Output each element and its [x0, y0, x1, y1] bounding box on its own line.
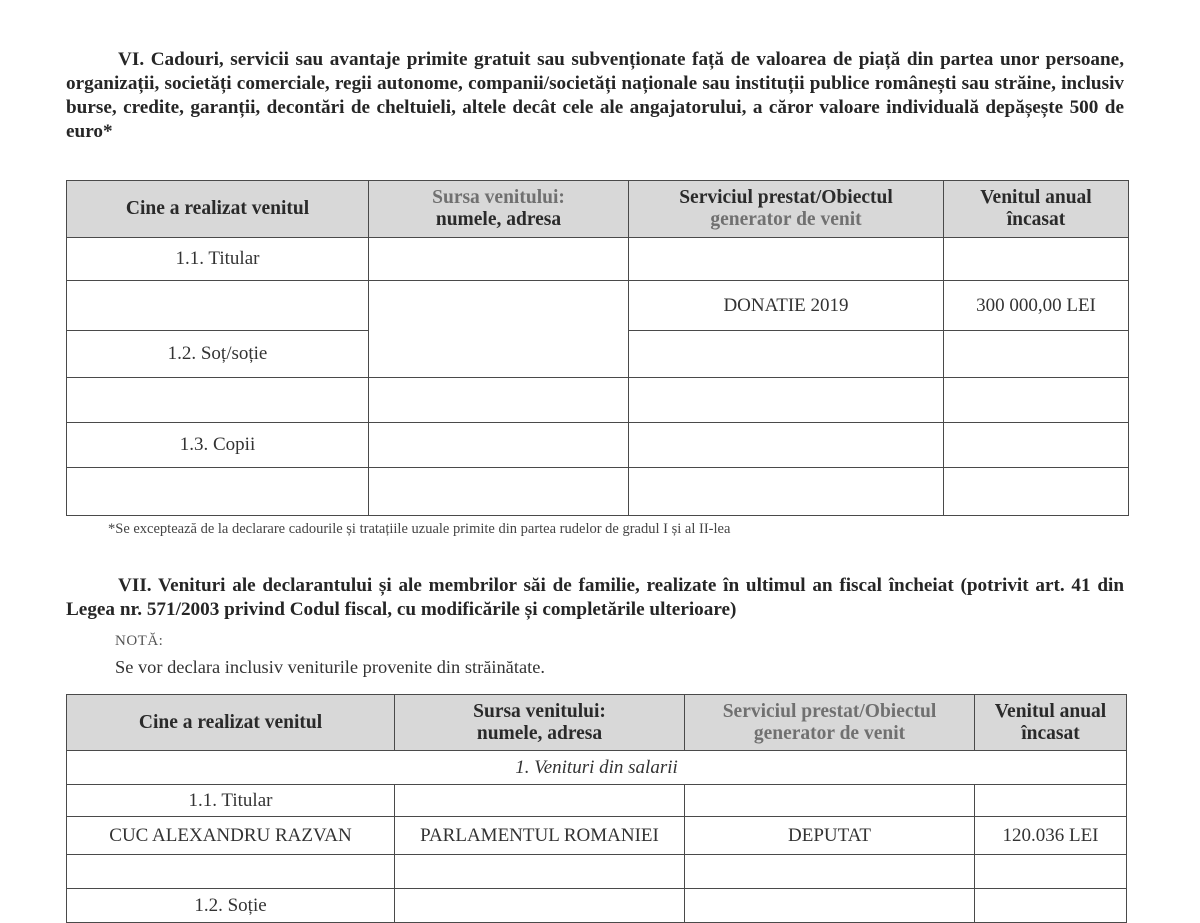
donation-service: DONATIE 2019 [629, 281, 944, 331]
gifts-footnote: *Se exceptează de la declarare cadourile și tratațiile uzuale primite din partea rudelor de gradul I și al II-lea [108, 521, 731, 537]
income-table [66, 694, 1127, 923]
header-income: Venitul anual încasat [975, 695, 1127, 751]
section-6-heading-text: VI. Cadouri, servicii sau avantaje primite gratuit sau subvenționate față de valoarea de piață din partea unor persoane, organizații, societăți comerciale, regii autonome, companii/societăți naționale sau instituții publice românești sau străine, inclusiv burse, credite, garanții, decontări de cheltuieli, altele decât cele ale angajatorului, a căror valoare individuală depășește 500 de euro* [66, 49, 1124, 142]
table-row [67, 855, 1127, 889]
category-salaries: 1. Venituri din salarii [67, 751, 1127, 785]
table-row [67, 817, 1127, 855]
spouse-label: 1.2. Soție [67, 889, 395, 923]
gifts-table-header-row [67, 181, 1129, 238]
table-row [67, 889, 1127, 923]
gifts-table [66, 180, 1129, 516]
note-text: Se vor declara inclusiv veniturile provenite din străinătate. [115, 657, 545, 677]
income-table-header-row [67, 695, 1127, 751]
titular-label: 1.1. Titular [67, 785, 395, 817]
table-row [67, 468, 1129, 516]
header-source: Sursa venitului: numele, adresa [369, 181, 629, 238]
table-row [67, 423, 1129, 468]
note-label: NOTĂ: [115, 633, 164, 649]
header-income: Venitul anual încasat [944, 181, 1129, 238]
header-service: Serviciul prestat/Obiectul generator de venit [629, 181, 944, 238]
salary-earner: CUC ALEXANDRU RAZVAN [67, 817, 395, 855]
section-7-heading-text: VII. Venituri ale declarantului și ale membrilor săi de familie, realizate în ultimul an fiscal încheiat (potrivit art. 41 din Legea nr. 571/2003 privind Codul fiscal, cu modificările și completările ulterioare) [66, 575, 1124, 620]
section-6-heading [66, 48, 1124, 144]
header-who: Cine a realizat venitul [67, 695, 395, 751]
titular-label: 1.1. Titular [67, 238, 369, 281]
table-row [67, 238, 1129, 281]
category-row [67, 751, 1127, 785]
section-7-heading [66, 574, 1124, 622]
table-row [67, 378, 1129, 423]
children-label: 1.3. Copii [67, 423, 369, 468]
header-service: Serviciul prestat/Obiectul generator de venit [685, 695, 975, 751]
table-row [67, 785, 1127, 817]
salary-income: 120.036 LEI [975, 817, 1127, 855]
header-source: Sursa venitului: numele, adresa [395, 695, 685, 751]
table-row [67, 281, 1129, 331]
header-who: Cine a realizat venitul [67, 181, 369, 238]
salary-source: PARLAMENTUL ROMANIEI [395, 817, 685, 855]
salary-service: DEPUTAT [685, 817, 975, 855]
spouse-label: 1.2. Soț/soție [67, 331, 369, 378]
donation-income: 300 000,00 LEI [944, 281, 1129, 331]
